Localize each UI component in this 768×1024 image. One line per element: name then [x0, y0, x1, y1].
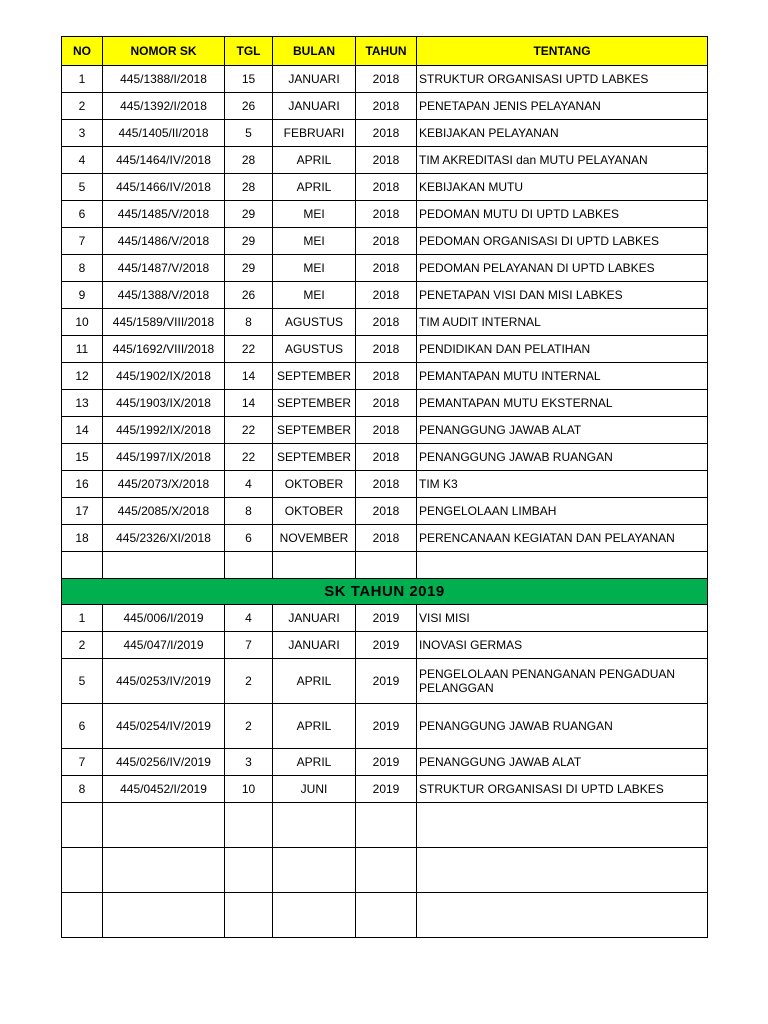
- cell-tentang: PENANGGUNG JAWAB ALAT: [417, 417, 708, 444]
- table-row: [62, 93, 708, 120]
- table-row: [62, 632, 708, 659]
- cell-nomor-sk: 445/1992/IX/2018: [103, 417, 225, 444]
- header-tgl: TGL: [225, 37, 273, 66]
- cell-bulan: APRIL: [273, 749, 356, 776]
- cell-tgl: 8: [225, 309, 273, 336]
- cell-tahun: 2018: [356, 147, 417, 174]
- cell-no: 5: [62, 174, 103, 201]
- cell-no: 6: [62, 704, 103, 749]
- cell-nomor-sk: 445/0452/I/2019: [103, 776, 225, 803]
- cell-tgl: 2: [225, 704, 273, 749]
- cell-tahun: 2018: [356, 120, 417, 147]
- cell-bulan: JANUARI: [273, 605, 356, 632]
- cell-tgl: 22: [225, 444, 273, 471]
- table-row: [62, 498, 708, 525]
- cell-tgl: 2: [225, 659, 273, 704]
- cell-tentang: PENANGGUNG JAWAB RUANGAN: [417, 444, 708, 471]
- cell-nomor-sk: 445/1405/II/2018: [103, 120, 225, 147]
- table-row: [62, 120, 708, 147]
- cell-no: 3: [62, 120, 103, 147]
- cell-no: 7: [62, 228, 103, 255]
- cell-no: 9: [62, 282, 103, 309]
- cell-tentang: PENANGGUNG JAWAB ALAT: [417, 749, 708, 776]
- cell-tgl: 6: [225, 525, 273, 552]
- cell-tgl: 14: [225, 390, 273, 417]
- cell-tahun: 2018: [356, 228, 417, 255]
- cell-bulan: MEI: [273, 228, 356, 255]
- cell-tahun: 2019: [356, 776, 417, 803]
- cell-bulan: APRIL: [273, 704, 356, 749]
- table-row: [62, 255, 708, 282]
- cell-tentang: PENETAPAN VISI DAN MISI LABKES: [417, 282, 708, 309]
- cell-tentang: PENGELOLAAN PENANGANAN PENGADUAN PELANGGAN: [417, 659, 708, 704]
- cell-tgl: 3: [225, 749, 273, 776]
- cell-no: 8: [62, 255, 103, 282]
- cell-tahun: 2018: [356, 336, 417, 363]
- cell-no: 8: [62, 776, 103, 803]
- cell-tahun: 2018: [356, 282, 417, 309]
- cell-no: 10: [62, 309, 103, 336]
- table-row: [62, 776, 708, 803]
- cell-tahun: 2019: [356, 704, 417, 749]
- table-row: [62, 309, 708, 336]
- cell-no: 6: [62, 201, 103, 228]
- cell-tgl: 29: [225, 201, 273, 228]
- cell-tentang: STRUKTUR ORGANISASI UPTD LABKES: [417, 66, 708, 93]
- cell-nomor-sk: 445/0253/IV/2019: [103, 659, 225, 704]
- cell-nomor-sk: 445/0254/IV/2019: [103, 704, 225, 749]
- cell-bulan: MEI: [273, 201, 356, 228]
- cell-nomor-sk: 445/1903/IX/2018: [103, 390, 225, 417]
- cell-tgl: 10: [225, 776, 273, 803]
- cell-bulan: APRIL: [273, 659, 356, 704]
- cell-no: 2: [62, 632, 103, 659]
- cell-nomor-sk: 445/1902/IX/2018: [103, 363, 225, 390]
- cell-tahun: 2018: [356, 417, 417, 444]
- cell-nomor-sk: 445/2326/XI/2018: [103, 525, 225, 552]
- cell-tentang: INOVASI GERMAS: [417, 632, 708, 659]
- cell-nomor-sk: 445/1997/IX/2018: [103, 444, 225, 471]
- cell-tahun: 2018: [356, 66, 417, 93]
- table-row: [62, 228, 708, 255]
- cell-tentang: PEDOMAN MUTU DI UPTD LABKES: [417, 201, 708, 228]
- table-row: [62, 444, 708, 471]
- cell-tgl: 22: [225, 336, 273, 363]
- cell-no: 4: [62, 147, 103, 174]
- section-title-2019: SK TAHUN 2019: [62, 579, 708, 605]
- cell-tentang: PENGELOLAAN LIMBAH: [417, 498, 708, 525]
- cell-tgl: 4: [225, 471, 273, 498]
- cell-tentang: KEBIJAKAN MUTU: [417, 174, 708, 201]
- cell-bulan: NOVEMBER: [273, 525, 356, 552]
- section-row: [62, 579, 708, 605]
- header-row: [62, 37, 708, 66]
- cell-tgl: 29: [225, 228, 273, 255]
- table-row: [62, 66, 708, 93]
- cell-bulan: JANUARI: [273, 632, 356, 659]
- cell-tentang: TIM K3: [417, 471, 708, 498]
- table-row: [62, 147, 708, 174]
- cell-no: 14: [62, 417, 103, 444]
- cell-tahun: 2018: [356, 471, 417, 498]
- blank-row: [62, 552, 708, 579]
- cell-nomor-sk: 445/1392/I/2018: [103, 93, 225, 120]
- cell-tahun: 2018: [356, 309, 417, 336]
- cell-tgl: 8: [225, 498, 273, 525]
- cell-tentang: PEMANTAPAN MUTU INTERNAL: [417, 363, 708, 390]
- cell-tgl: 28: [225, 147, 273, 174]
- cell-tgl: 5: [225, 120, 273, 147]
- cell-nomor-sk: 445/1589/VIII/2018: [103, 309, 225, 336]
- cell-tahun: 2018: [356, 201, 417, 228]
- cell-tgl: 22: [225, 417, 273, 444]
- table-row: [62, 605, 708, 632]
- cell-tentang: VISI MISI: [417, 605, 708, 632]
- header-no: NO: [62, 37, 103, 66]
- cell-nomor-sk: 445/1388/V/2018: [103, 282, 225, 309]
- cell-tahun: 2019: [356, 605, 417, 632]
- cell-tgl: 26: [225, 93, 273, 120]
- cell-no: 7: [62, 749, 103, 776]
- table-body-2018: [62, 66, 708, 552]
- cell-tentang: PEDOMAN PELAYANAN DI UPTD LABKES: [417, 255, 708, 282]
- cell-no: 17: [62, 498, 103, 525]
- cell-no: 1: [62, 66, 103, 93]
- cell-tgl: 4: [225, 605, 273, 632]
- header-tahun: TAHUN: [356, 37, 417, 66]
- cell-bulan: JANUARI: [273, 93, 356, 120]
- cell-no: 16: [62, 471, 103, 498]
- cell-tahun: 2018: [356, 363, 417, 390]
- table-row: [62, 659, 708, 704]
- cell-tentang: PEDOMAN ORGANISASI DI UPTD LABKES: [417, 228, 708, 255]
- cell-bulan: SEPTEMBER: [273, 444, 356, 471]
- cell-tentang: TIM AKREDITASI dan MUTU PELAYANAN: [417, 147, 708, 174]
- header-tentang: TENTANG: [417, 37, 708, 66]
- cell-bulan: AGUSTUS: [273, 309, 356, 336]
- table-row: [62, 704, 708, 749]
- table-body-2019: [62, 605, 708, 803]
- blank-row: [62, 803, 708, 848]
- table-row: [62, 390, 708, 417]
- cell-tahun: 2018: [356, 255, 417, 282]
- cell-tgl: 15: [225, 66, 273, 93]
- cell-nomor-sk: 445/2085/X/2018: [103, 498, 225, 525]
- table-row: [62, 336, 708, 363]
- cell-nomor-sk: 445/1464/IV/2018: [103, 147, 225, 174]
- cell-tahun: 2018: [356, 444, 417, 471]
- cell-tahun: 2019: [356, 632, 417, 659]
- cell-tahun: 2018: [356, 390, 417, 417]
- cell-no: 12: [62, 363, 103, 390]
- header-nomor-sk: NOMOR SK: [103, 37, 225, 66]
- cell-tahun: 2018: [356, 174, 417, 201]
- table-row: [62, 174, 708, 201]
- cell-nomor-sk: 445/1487/V/2018: [103, 255, 225, 282]
- cell-bulan: JANUARI: [273, 66, 356, 93]
- cell-tentang: PENETAPAN JENIS PELAYANAN: [417, 93, 708, 120]
- cell-tentang: PERENCANAAN KEGIATAN DAN PELAYANAN: [417, 525, 708, 552]
- cell-tgl: 28: [225, 174, 273, 201]
- table-row: [62, 471, 708, 498]
- table-row: [62, 363, 708, 390]
- cell-nomor-sk: 445/2073/X/2018: [103, 471, 225, 498]
- cell-nomor-sk: 445/1485/V/2018: [103, 201, 225, 228]
- cell-tahun: 2018: [356, 93, 417, 120]
- table-row: [62, 282, 708, 309]
- cell-nomor-sk: 445/1486/V/2018: [103, 228, 225, 255]
- cell-bulan: APRIL: [273, 174, 356, 201]
- cell-tgl: 29: [225, 255, 273, 282]
- header-bulan: BULAN: [273, 37, 356, 66]
- table-row: [62, 417, 708, 444]
- cell-tentang: PENDIDIKAN DAN PELATIHAN: [417, 336, 708, 363]
- blank-row: [62, 893, 708, 938]
- cell-tgl: 26: [225, 282, 273, 309]
- cell-no: 13: [62, 390, 103, 417]
- cell-no: 11: [62, 336, 103, 363]
- cell-tahun: 2019: [356, 749, 417, 776]
- cell-nomor-sk: 445/047/I/2019: [103, 632, 225, 659]
- cell-tahun: 2019: [356, 659, 417, 704]
- cell-no: 2: [62, 93, 103, 120]
- cell-no: 5: [62, 659, 103, 704]
- cell-nomor-sk: 445/1388/I/2018: [103, 66, 225, 93]
- trailing-blank-rows: [62, 803, 708, 938]
- table-row: [62, 201, 708, 228]
- cell-nomor-sk: 445/0256/IV/2019: [103, 749, 225, 776]
- separator: [62, 552, 708, 605]
- cell-no: 15: [62, 444, 103, 471]
- sk-table: [61, 36, 708, 938]
- cell-bulan: AGUSTUS: [273, 336, 356, 363]
- cell-bulan: JUNI: [273, 776, 356, 803]
- blank-row: [62, 848, 708, 893]
- cell-bulan: OKTOBER: [273, 498, 356, 525]
- cell-tahun: 2018: [356, 525, 417, 552]
- cell-tahun: 2018: [356, 498, 417, 525]
- cell-bulan: OKTOBER: [273, 471, 356, 498]
- cell-nomor-sk: 445/006/I/2019: [103, 605, 225, 632]
- cell-tgl: 7: [225, 632, 273, 659]
- cell-bulan: SEPTEMBER: [273, 363, 356, 390]
- cell-bulan: FEBRUARI: [273, 120, 356, 147]
- cell-tentang: STRUKTUR ORGANISASI DI UPTD LABKES: [417, 776, 708, 803]
- cell-tgl: 14: [225, 363, 273, 390]
- cell-bulan: SEPTEMBER: [273, 390, 356, 417]
- cell-tentang: KEBIJAKAN PELAYANAN: [417, 120, 708, 147]
- cell-tentang: PENANGGUNG JAWAB RUANGAN: [417, 704, 708, 749]
- cell-bulan: SEPTEMBER: [273, 417, 356, 444]
- table-row: [62, 525, 708, 552]
- cell-no: 18: [62, 525, 103, 552]
- cell-nomor-sk: 445/1692/VIII/2018: [103, 336, 225, 363]
- cell-tentang: PEMANTAPAN MUTU EKSTERNAL: [417, 390, 708, 417]
- cell-nomor-sk: 445/1466/IV/2018: [103, 174, 225, 201]
- cell-tentang: TIM AUDIT INTERNAL: [417, 309, 708, 336]
- table-row: [62, 749, 708, 776]
- cell-bulan: MEI: [273, 282, 356, 309]
- cell-bulan: APRIL: [273, 147, 356, 174]
- cell-bulan: MEI: [273, 255, 356, 282]
- cell-no: 1: [62, 605, 103, 632]
